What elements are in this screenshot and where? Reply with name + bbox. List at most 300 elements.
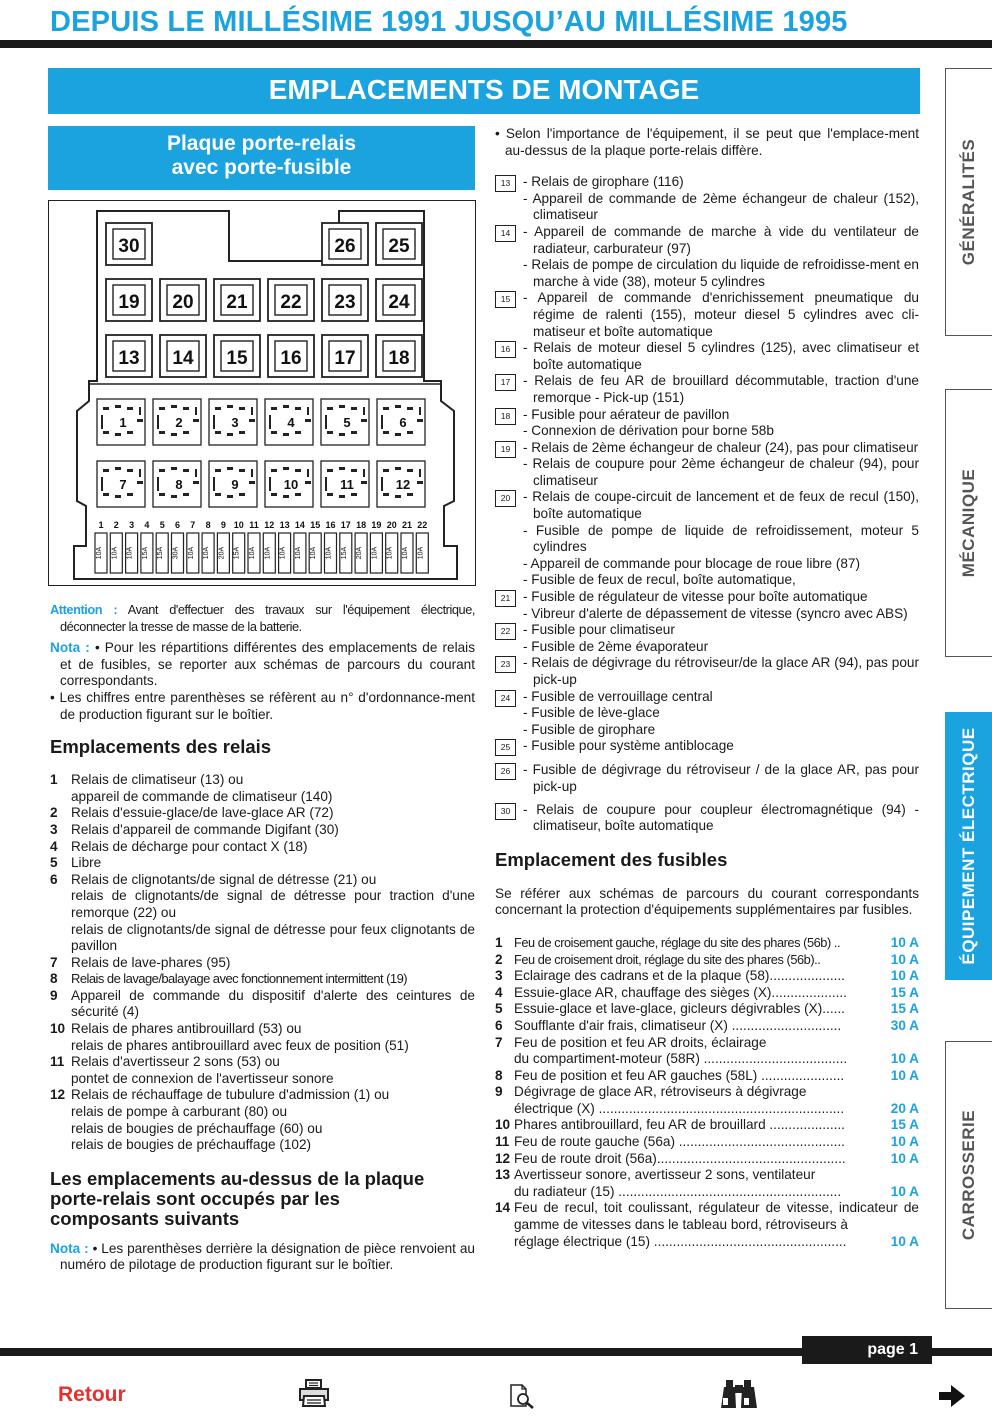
relay-line: Relais d'essuie-glace/de lave-glace AR (72) bbox=[71, 805, 334, 821]
fuse-item bbox=[495, 1084, 919, 1117]
fuse-number: 2 bbox=[495, 951, 503, 967]
relay-slot-number: 6 bbox=[399, 415, 407, 430]
attention-text: Avant d'effectuer des travaux sur l'équipement électrique, déconnecter la tresse de masse de la batterie. bbox=[60, 602, 475, 634]
fuse-item bbox=[495, 1068, 919, 1085]
fuse-slot-rating: 10A bbox=[402, 546, 409, 560]
component-line: - Fusible de verrouillage central bbox=[523, 688, 713, 704]
relay-text bbox=[71, 772, 475, 805]
component-number-box bbox=[495, 174, 523, 224]
pin-mark bbox=[127, 469, 133, 472]
fuse-body bbox=[514, 1134, 919, 1151]
component-line: - Fusible pour aérateur de pavillon bbox=[523, 406, 730, 422]
fuse-item bbox=[495, 1018, 919, 1035]
component-line: - Vibreur d'alerte de dépassement de vitesse (syncro avec ABS) bbox=[523, 605, 908, 621]
component-line: - Relais de 2ème échangeur de chaleur (24), pas pour climatiseur bbox=[523, 439, 919, 455]
pin-mark bbox=[339, 405, 345, 408]
component-item bbox=[495, 689, 919, 739]
fuse-pre: Feu de recul, toit coulissant, régulateur de vitesse, indicateur de gamme de vitesses dans le tableau bord, rétroviseurs à bbox=[514, 1200, 919, 1233]
top-rule bbox=[0, 40, 992, 48]
pin-mark bbox=[183, 407, 189, 410]
fuse-slot-rating: 10A bbox=[203, 546, 211, 560]
retour-link[interactable]: Retour bbox=[58, 1383, 126, 1406]
relay-text bbox=[71, 855, 475, 872]
relay-slot-number: 4 bbox=[287, 415, 295, 430]
pin-mark bbox=[183, 493, 189, 496]
component-item bbox=[495, 589, 919, 622]
component-item bbox=[495, 655, 919, 688]
component-line: - Appareil de commande pour blocage de roue libre (87) bbox=[523, 555, 861, 571]
fuse-line bbox=[514, 1184, 919, 1201]
relay-line: relais de pompe à carburant (80) ou bbox=[71, 1104, 288, 1120]
pin-mark bbox=[137, 419, 143, 422]
pin-mark bbox=[159, 407, 165, 410]
relay-socket-number: 20 bbox=[172, 292, 194, 313]
relay-line: appareil de commande de climatiseur (140) bbox=[71, 788, 333, 804]
component-item bbox=[495, 489, 919, 589]
component-number: 15 bbox=[495, 291, 516, 308]
pin-mark bbox=[227, 405, 233, 408]
pin-mark bbox=[159, 493, 165, 496]
pin-mark bbox=[351, 493, 357, 496]
fuse-text: Feu de croisement droit, réglage du site des phares (56b).. bbox=[514, 951, 821, 967]
fuse-item bbox=[495, 1035, 919, 1068]
fuse-body bbox=[514, 1035, 919, 1068]
pin-mark bbox=[283, 405, 289, 408]
relay-slot-number: 3 bbox=[231, 415, 239, 430]
fuse-amp: 10 A bbox=[890, 951, 919, 967]
relay-number: 6 bbox=[50, 871, 58, 887]
fuse-number: 11 bbox=[495, 1134, 510, 1150]
fuse-slot-rating: 15A bbox=[233, 546, 241, 560]
component-number: 21 bbox=[495, 590, 516, 607]
nota-label: Nota : bbox=[50, 640, 90, 656]
fuse-amp: 15 A bbox=[890, 1001, 919, 1017]
pin-mark bbox=[327, 431, 333, 434]
right-intro: • Selon l'importance de l'équipement, il se peut que l'emplace-ment au-dessus de la plaque porte-relais diffère. bbox=[495, 126, 919, 158]
printer-icon[interactable] bbox=[297, 1378, 331, 1413]
pin-mark bbox=[295, 431, 301, 434]
fuse-slot-number: 3 bbox=[129, 520, 135, 530]
component-item bbox=[495, 407, 919, 440]
component-line: - Fusible de feux de recul, boîte automatique, bbox=[523, 572, 796, 588]
tab-equipement-electrique[interactable] bbox=[945, 712, 992, 980]
relay-socket-number: 19 bbox=[118, 292, 140, 313]
relay-line: relais de clignotants/de signal de détresse pour feux clignotants de pavillon bbox=[71, 921, 475, 954]
component-item bbox=[495, 440, 919, 490]
fuse-line bbox=[514, 1134, 919, 1151]
component-number-box bbox=[495, 589, 523, 622]
component-lines bbox=[523, 407, 919, 440]
relay-item bbox=[50, 772, 475, 805]
pin-mark bbox=[305, 481, 311, 484]
component-item bbox=[495, 802, 919, 835]
fuse-line bbox=[514, 1101, 919, 1118]
component-lines bbox=[523, 224, 919, 290]
relay-item bbox=[50, 839, 475, 856]
component-lines bbox=[523, 622, 919, 655]
fuse-body bbox=[514, 935, 919, 952]
fuse-slot-rating: 10A bbox=[371, 546, 379, 560]
relay-number: 10 bbox=[50, 1021, 66, 1037]
fuse-slot-rating: 15A bbox=[141, 546, 149, 560]
fuse-body bbox=[514, 1068, 919, 1085]
fuse-text: Feu de croisement gauche, réglage du site des phares (56b) .. bbox=[514, 934, 841, 950]
component-number-box bbox=[495, 762, 523, 795]
component-lines bbox=[523, 174, 919, 224]
component-lines bbox=[523, 440, 919, 490]
fuse-slot-rating: 10A bbox=[111, 546, 119, 560]
fuse-slot-rating: 10A bbox=[386, 546, 394, 560]
fuse-body bbox=[514, 952, 919, 969]
component-line: - Relais de dégivrage du rétroviseur/de la glace AR (94), pas pour pick-up bbox=[523, 655, 919, 687]
fuse-number: 1 bbox=[495, 934, 503, 950]
relay-text bbox=[71, 839, 475, 856]
component-number-box bbox=[495, 738, 523, 756]
fuse-slot-rating: 10A bbox=[249, 546, 256, 560]
component-lines bbox=[523, 373, 919, 406]
component-number-box bbox=[495, 802, 523, 835]
relay-socket-number: 25 bbox=[388, 236, 410, 257]
component-item bbox=[495, 290, 919, 340]
fuse-slot-number: 20 bbox=[386, 520, 397, 530]
pin-mark bbox=[351, 469, 357, 472]
relay-slot-number: 7 bbox=[119, 477, 127, 492]
fuse-slot-number: 9 bbox=[220, 520, 226, 530]
pin-mark bbox=[295, 469, 301, 472]
component-number: 22 bbox=[495, 623, 516, 640]
pin-mark bbox=[239, 493, 245, 496]
component-number: 25 bbox=[495, 739, 516, 756]
fuse-slot-number: 14 bbox=[294, 520, 305, 530]
relay-number: 9 bbox=[50, 987, 58, 1003]
pin-mark bbox=[271, 431, 277, 434]
relay-item bbox=[50, 855, 475, 872]
fuse-number: 8 bbox=[495, 1067, 503, 1083]
component-number: 14 bbox=[495, 225, 516, 242]
pin-mark bbox=[395, 405, 401, 408]
nota2-note bbox=[50, 1241, 475, 1274]
pin-mark bbox=[383, 493, 389, 496]
fuse-number: 9 bbox=[495, 1084, 503, 1100]
fuse-slot-rating: 10A bbox=[279, 546, 287, 560]
component-number-box bbox=[495, 340, 523, 373]
pin-mark bbox=[383, 407, 389, 410]
pin-mark bbox=[327, 407, 333, 410]
fuse-slot-number: 18 bbox=[356, 520, 367, 530]
component-line: - Fusible de 2ème évaporateur bbox=[523, 638, 709, 654]
fuse-number: 5 bbox=[495, 1001, 503, 1017]
relay-line: relais de bougies de préchauffage (102) bbox=[71, 1137, 312, 1153]
fuse-body bbox=[514, 1117, 919, 1134]
component-number: 13 bbox=[495, 175, 516, 192]
component-line: - Fusible pour climatiseur bbox=[523, 622, 675, 638]
pin-mark bbox=[271, 407, 277, 410]
nota2-text: • Les parenthèses derrière la désignation de pièce renvoient au numéro de pilotage de production figurant sur le boîtier. bbox=[60, 1240, 475, 1273]
pin-mark bbox=[249, 481, 255, 484]
component-number-box bbox=[495, 440, 523, 490]
fuse-text: Eclairage des cadrans et de la plaque (58).................... bbox=[514, 968, 845, 984]
fuse-amp: 10 A bbox=[890, 1051, 919, 1067]
component-item bbox=[495, 762, 919, 795]
pin-mark bbox=[171, 467, 177, 470]
nota2-label: Nota : bbox=[50, 1240, 89, 1256]
pin-mark bbox=[395, 467, 401, 470]
fuse-text: du radiateur (15) ........................................................... bbox=[514, 1183, 842, 1199]
relay-socket-number: 13 bbox=[118, 348, 140, 369]
fuse-item bbox=[495, 985, 919, 1002]
component-item bbox=[495, 174, 919, 224]
pin-mark bbox=[183, 469, 189, 472]
component-line: - Relais de feu AR de brouillard décommutable, traction d'une remorque - Pick-up (151) bbox=[523, 373, 919, 405]
relay-line: Relais de clignotants/de signal de détresse (21) ou bbox=[71, 871, 377, 887]
component-line: - Appareil de commande d'enrichissement pneumatique du régime de ralenti (155), moteur diesel 5 cylindres avec cli-matiseur et boîte automatique bbox=[523, 290, 919, 339]
pin-mark bbox=[103, 493, 109, 496]
pin-mark bbox=[417, 419, 423, 422]
sub-banner-line2: avec porte-fusible bbox=[171, 156, 352, 179]
relay-text bbox=[71, 1021, 475, 1054]
relay-item bbox=[50, 955, 475, 972]
component-number: 24 bbox=[495, 690, 516, 707]
pin-mark bbox=[103, 469, 109, 472]
pin-mark bbox=[327, 493, 333, 496]
fuse-number: 6 bbox=[495, 1017, 503, 1033]
fuse-amp: 10 A bbox=[890, 1233, 919, 1249]
fuse-slot-rating: 10A bbox=[187, 546, 195, 560]
fuse-number: 10 bbox=[495, 1117, 511, 1133]
arrow-right-icon[interactable] bbox=[938, 1384, 966, 1413]
pin-mark bbox=[183, 431, 189, 434]
fuse-text: Soufflante d'air frais, climatiseur (X) ............................. bbox=[514, 1017, 842, 1033]
tab-generalites[interactable] bbox=[945, 68, 992, 336]
fuse-slot-number: 13 bbox=[279, 520, 290, 530]
pin-mark bbox=[327, 469, 333, 472]
relay-socket-number: 23 bbox=[334, 292, 356, 313]
relay-text bbox=[71, 971, 475, 988]
fuses-intro: Se référer aux schémas de parcours du courant correspondants concernant la protection d'équipements supplémentaires par fusibles. bbox=[495, 885, 919, 918]
fuse-number: 14 bbox=[495, 1200, 511, 1216]
pin-mark bbox=[249, 419, 255, 422]
relay-plate-diagram bbox=[48, 200, 476, 586]
relay-line: Relais de décharge pour contact X (18) bbox=[71, 838, 308, 854]
relay-number: 2 bbox=[50, 805, 58, 821]
fuse-amp: 20 A bbox=[890, 1100, 919, 1116]
component-number-box bbox=[495, 489, 523, 589]
pin-mark bbox=[115, 433, 121, 436]
fuse-amp: 15 A bbox=[890, 1117, 919, 1133]
pin-mark bbox=[171, 433, 177, 436]
relay-socket-number: 30 bbox=[118, 236, 140, 257]
relay-slot-number: 10 bbox=[283, 477, 299, 492]
relay-socket-number: 22 bbox=[280, 292, 302, 313]
component-item bbox=[495, 340, 919, 373]
relay-line: Relais de phares antibrouillard (53) ou bbox=[71, 1021, 302, 1037]
component-lines bbox=[523, 290, 919, 340]
component-line: - Relais de coupe-circuit de lancement et de feux de recul (150), boîte automatique bbox=[523, 489, 919, 522]
relay-slot-number: 12 bbox=[395, 477, 411, 492]
fuse-slot-rating: 20A bbox=[218, 546, 226, 560]
tab-equipement-label: ÉQUIPEMENT ÉLECTRIQUE bbox=[959, 727, 978, 965]
component-line: - Relais de pompe de circulation du liquide de refroidisse-ment en marche à vide (38), moteur 5 cylindres bbox=[523, 257, 919, 289]
component-line: - Fusible de lève-glace bbox=[523, 705, 660, 721]
above-heading-line2: porte-relais sont occupés par les bbox=[50, 1187, 340, 1209]
component-line: - Relais de coupure pour 2ème échangeur de chaleur (94), pour climatiseur bbox=[523, 456, 919, 488]
pin-mark bbox=[103, 407, 109, 410]
component-number-box bbox=[495, 655, 523, 688]
pin-mark bbox=[215, 431, 221, 434]
fuse-slot-number: 6 bbox=[174, 520, 181, 530]
relay-socket-number: 16 bbox=[280, 348, 302, 369]
page-title: DEPUIS LE MILLÉSIME 1991 JUSQU’AU MILLÉSIME 1995 bbox=[50, 6, 848, 38]
fuse-amp: 10 A bbox=[890, 1134, 919, 1150]
fuse-slot-number: 17 bbox=[340, 520, 351, 530]
pin-mark bbox=[159, 431, 165, 434]
component-lines bbox=[523, 489, 919, 589]
fuse-body bbox=[514, 1018, 919, 1035]
fuse-line bbox=[514, 1051, 919, 1068]
pin-mark bbox=[395, 495, 401, 498]
relay-socket-number: 14 bbox=[172, 348, 194, 369]
fuse-text: Essuie-glace et lave-glace, gicleurs dégivrables (X)...... bbox=[514, 1001, 845, 1017]
nota-note bbox=[50, 640, 475, 690]
component-lines bbox=[523, 738, 919, 756]
fuse-text: Feu de route droit (56a).................................................. bbox=[514, 1150, 846, 1166]
fuse-line bbox=[514, 952, 919, 969]
component-line: - Fusible de girophare bbox=[523, 721, 656, 737]
pin-mark bbox=[361, 419, 367, 422]
fuse-number: 3 bbox=[495, 968, 503, 984]
fuse-item bbox=[495, 1117, 919, 1134]
fuse-line bbox=[514, 1068, 919, 1085]
pin-mark bbox=[137, 481, 143, 484]
relay-item bbox=[50, 822, 475, 839]
zoom-page-icon[interactable] bbox=[509, 1384, 537, 1415]
pin-mark bbox=[339, 433, 345, 436]
fuse-slot-number: 22 bbox=[417, 520, 428, 530]
pin-mark bbox=[103, 431, 109, 434]
fuse-slot-number: 2 bbox=[113, 520, 119, 530]
tab-mecanique[interactable] bbox=[945, 389, 992, 657]
nota-note-2: • Les chiffres entre parenthèses se réfèrent au n° d'ordonnance-ment de production figurant sur le boîtier. bbox=[50, 689, 475, 722]
relay-line: pontet de connexion de l'avertisseur sonore bbox=[71, 1070, 334, 1086]
component-number: 19 bbox=[495, 441, 516, 458]
binoculars-icon[interactable] bbox=[720, 1378, 758, 1415]
fuse-body bbox=[514, 968, 919, 985]
component-number-box bbox=[495, 290, 523, 340]
relay-line: Relais de lavage/balayage avec fonctionnement intermittent (19) bbox=[71, 971, 408, 987]
fuse-body bbox=[514, 1084, 919, 1117]
relay-number: 12 bbox=[50, 1087, 66, 1103]
pin-mark bbox=[295, 407, 301, 410]
fuse-number: 13 bbox=[495, 1167, 511, 1183]
fuse-item bbox=[495, 1167, 919, 1200]
right-column bbox=[495, 126, 919, 1250]
fuse-body bbox=[514, 1200, 919, 1250]
pin-mark bbox=[215, 493, 221, 496]
tab-carrosserie-label: CARROSSERIE bbox=[959, 1109, 978, 1241]
relay-socket-number: 21 bbox=[226, 292, 248, 313]
component-list bbox=[495, 174, 919, 835]
pin-mark bbox=[395, 433, 401, 436]
fuse-item bbox=[495, 1151, 919, 1168]
fuse-slot-number: 11 bbox=[249, 520, 259, 530]
pin-mark bbox=[215, 407, 221, 410]
component-number: 20 bbox=[495, 490, 516, 507]
component-number-box bbox=[495, 224, 523, 290]
component-item bbox=[495, 373, 919, 406]
fuse-number: 12 bbox=[495, 1150, 511, 1166]
fuse-slot-number: 5 bbox=[159, 520, 165, 530]
relay-socket-number: 24 bbox=[388, 292, 410, 313]
pin-mark bbox=[239, 407, 245, 410]
above-heading bbox=[50, 1169, 475, 1229]
attention-label: Attention : bbox=[50, 602, 118, 617]
fuse-pre: Avertisseur sonore, avertisseur 2 sons, ventilateur bbox=[514, 1167, 816, 1183]
fuse-slot-rating: 15A bbox=[340, 546, 348, 560]
fuse-amp: 30 A bbox=[890, 1017, 919, 1033]
attention-note bbox=[50, 602, 475, 635]
relay-text bbox=[71, 955, 475, 972]
fuse-slot-number: 7 bbox=[190, 520, 196, 530]
component-number-box bbox=[495, 373, 523, 406]
pin-mark bbox=[305, 419, 311, 422]
component-line: - Relais de moteur diesel 5 cylindres (125), avec climatiseur et boîte automatique bbox=[523, 340, 919, 372]
fuse-slot-rating: 10A bbox=[417, 546, 425, 560]
pin-mark bbox=[407, 469, 413, 472]
fuse-line bbox=[514, 968, 919, 985]
pin-mark bbox=[339, 495, 345, 498]
component-line: - Connexion de dérivation pour borne 58b bbox=[523, 423, 774, 439]
relay-number: 8 bbox=[50, 971, 58, 987]
fuse-line bbox=[514, 1018, 919, 1035]
fuse-slot-rating: 10A bbox=[264, 546, 272, 560]
relay-item bbox=[50, 971, 475, 988]
pin-mark bbox=[115, 405, 121, 408]
fuse-body bbox=[514, 985, 919, 1002]
fuse-body bbox=[514, 1167, 919, 1200]
fuse-text: réglage électrique (15) ................................................... bbox=[514, 1233, 847, 1249]
section-banner: EMPLACEMENTS DE MONTAGE bbox=[48, 68, 920, 114]
pin-mark bbox=[351, 407, 357, 410]
fuse-slot-rating: 15A bbox=[157, 546, 165, 560]
pin-mark bbox=[295, 493, 301, 496]
fuse-slot-number: 10 bbox=[233, 520, 244, 530]
relay-slot-number: 11 bbox=[340, 477, 354, 492]
fuse-slot-rating: 10A bbox=[126, 546, 134, 560]
sub-banner-line1: Plaque porte-relais bbox=[166, 132, 357, 155]
tab-carrosserie[interactable] bbox=[945, 1041, 992, 1309]
pin-mark bbox=[215, 469, 221, 472]
component-lines bbox=[523, 762, 919, 795]
fuse-body bbox=[514, 1001, 919, 1018]
component-number-box bbox=[495, 407, 523, 440]
relay-line: Relais de lave-phares (95) bbox=[71, 954, 231, 970]
relay-slot-number: 5 bbox=[343, 415, 351, 430]
component-item bbox=[495, 224, 919, 290]
relay-line: Relais de climatiseur (13) ou bbox=[71, 772, 244, 788]
relay-number: 5 bbox=[50, 855, 58, 871]
fuse-body bbox=[514, 1151, 919, 1168]
fuse-slot-number: 4 bbox=[144, 520, 150, 530]
relay-number: 11 bbox=[50, 1054, 65, 1070]
component-number: 16 bbox=[495, 341, 516, 358]
pin-mark bbox=[271, 493, 277, 496]
component-line: - Appareil de commande de marche à vide du ventilateur de radiateur, carburateur (97) bbox=[523, 223, 919, 256]
pin-mark bbox=[227, 467, 233, 470]
pin-mark bbox=[283, 433, 289, 436]
fuse-line bbox=[514, 1234, 919, 1251]
relay-line: Relais d'avertisseur 2 sons (53) ou bbox=[71, 1054, 280, 1070]
relay-text bbox=[71, 822, 475, 839]
